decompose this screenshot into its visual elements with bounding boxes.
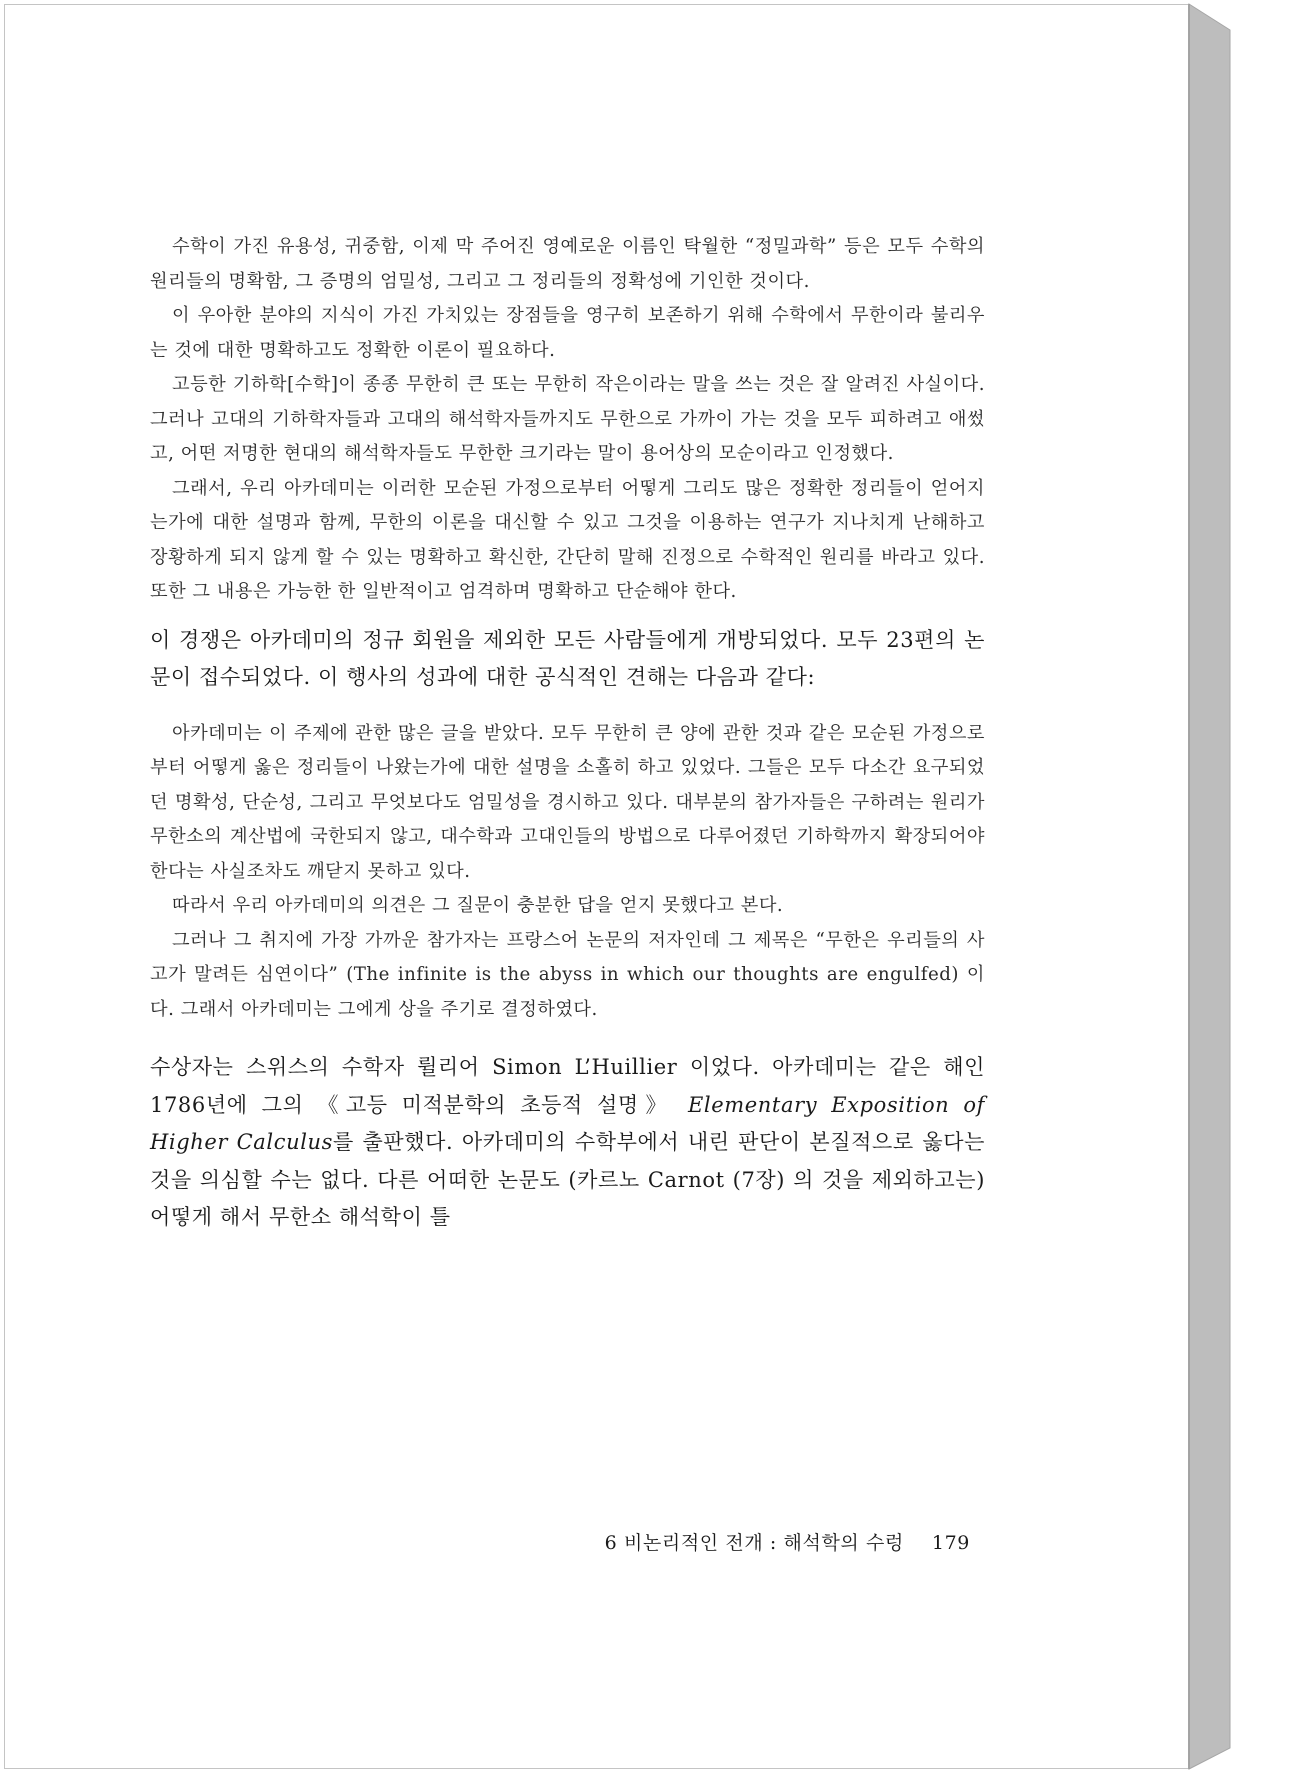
block-quote-1 — [150, 230, 985, 610]
quote-paragraph: 그래서, 우리 아카데미는 이러한 모순된 가정으로부터 어떻게 그리도 많은 정확한 정리들이 얻어지는가에 대한 설명과 함께, 무한의 이론을 대신할 수 있고 그것을 이용하는 연구가 지나치게 난해하고 장황하게 되지 않게 할 수 있는 명확하고 확신한, 간단히 말해 진정으로 수학적인 원리를 바라고 있다. 또한 그 내용은 가능한 한 일반적이고 엄격하며 명확하고 단순해야 한다. — [150, 477, 985, 602]
page-footer — [520, 1528, 970, 1555]
body-text: 를 출판했다. 아카데미의 수학부에서 내린 판단이 본질적으로 옳다는 것을 의심할 수는 없다. 다른 어떠한 논문도 (카르노 Carnot (7장) 의 것을 제외하고는) 어떻게 해서 무한소 해석학이 틀 — [150, 1130, 985, 1229]
book-title: Elementary Exposition of Higher Calculus — [150, 1092, 985, 1154]
quote-paragraph: 이 우아한 분야의 지식이 가진 가치있는 장점들을 영구히 보존하기 위해 수학에서 무한이라 불리우는 것에 대한 명확하고도 정확한 이론이 필요하다. — [150, 305, 985, 361]
body-text: 수상자는 스위스의 수학자 륄리어 Simon L’Huillier 이었다. 아카데미는 같은 해인 1786년에 그의 《고등 미적분학의 초등적 설명》 — [150, 1055, 985, 1117]
quote-paragraph: 따라서 우리 아카데미의 의견은 그 질문이 충분한 답을 얻지 못했다고 본다. — [172, 895, 784, 916]
quote-paragraph: 그러나 그 취지에 가장 가까운 참가자는 프랑스어 논문의 저자인데 그 제목은 “무한은 우리들의 사고가 말려든 심연이다” (The infinite is the abyss in which our thoughts are engulfed) 이다. 그래서 아카데미는 그에게 상을 주기로 결정하였다. — [150, 929, 985, 1020]
body-paragraph: 이 경쟁은 아카데미의 정규 회원을 제외한 모든 사람들에게 개방되었다. 모두 23편의 논문이 접수되었다. 이 행사의 성과에 대한 공식적인 견해는 다음과 같다: — [150, 627, 985, 689]
page-number: 179 — [931, 1532, 970, 1554]
page-content — [150, 230, 985, 1237]
quote-paragraph: 수학이 가진 유용성, 귀중함, 이제 막 주어진 영예로운 이름인 탁월한 “정밀과학” 등은 모두 수학의 원리들의 명확함, 그 증명의 엄밀성, 그리고 그 정리들의 정확성에 기인한 것이다. — [150, 236, 985, 292]
body-paragraph — [150, 1049, 985, 1237]
quote-paragraph: 고등한 기하학[수학]이 종종 무한히 큰 또는 무한히 작은이라는 말을 쓰는 것은 잘 알려진 사실이다. 그러나 고대의 기하학자들과 고대의 해석학자들까지도 무한으로 가까이 가는 것을 모두 피하려고 애썼고, 어떤 저명한 현대의 해석학자들도 무한한 크기라는 말이 용어상의 모순이라고 인정했다. — [150, 374, 985, 464]
block-quote-2 — [150, 717, 985, 1028]
quote-paragraph: 아카데미는 이 주제에 관한 많은 글을 받았다. 모두 무한히 큰 양에 관한 것과 같은 모순된 가정으로부터 어떻게 옳은 정리들이 나왔는가에 대한 설명을 소홀히 하고 있었다. 그들은 모두 다소간 요구되었던 명확성, 단순성, 그리고 무엇보다도 엄밀성을 경시하고 있다. 대부분의 참가자들은 구하려는 원리가 무한소의 계산법에 국한되지 않고, 대수학과 고대인들의 방법으로 다루어졌던 기하학까지 확장되어야 한다는 사실조차도 깨닫지 못하고 있다. — [150, 722, 985, 882]
running-head: 6 비논리적인 전개 : 해석학의 수렁 — [604, 1532, 904, 1554]
